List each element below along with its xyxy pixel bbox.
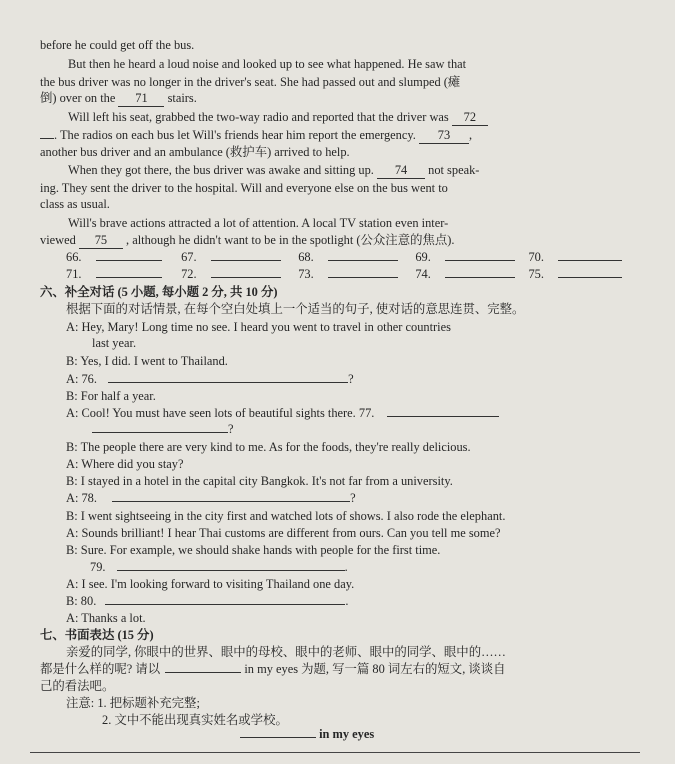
- text: 都是什么样的呢? 请以: [40, 662, 161, 676]
- note-line: 2. 文中不能出现真实姓名或学校。: [102, 713, 288, 727]
- answer-number: 68.: [298, 250, 314, 264]
- answer-blank[interactable]: [96, 260, 162, 261]
- blank-72-tail[interactable]: [40, 138, 54, 139]
- text: ,: [468, 128, 473, 142]
- dialogue-line: B: Yes, I did. I went to Thailand.: [66, 354, 228, 368]
- answer-blank-77-cont[interactable]: [92, 432, 228, 433]
- answer-number: 72.: [181, 267, 197, 281]
- writing-line[interactable]: [30, 752, 640, 753]
- answer-number: 75.: [528, 267, 544, 281]
- text: viewed: [40, 233, 76, 247]
- answer-blank[interactable]: [211, 277, 281, 278]
- text: 倒) over on the: [40, 91, 116, 105]
- title-blank[interactable]: [165, 672, 241, 673]
- prompt-line: 亲爱的同学, 你眼中的世界、眼中的母校、眼中的老师、眼中的同学、眼中的……: [66, 645, 506, 659]
- cloze-line: the bus driver was no longer in the driver's seat. She had passed out and slumped (瘫: [40, 75, 461, 89]
- text: A: 76.: [66, 372, 97, 386]
- blank-73[interactable]: 73: [419, 128, 469, 144]
- essay-title-text: in my eyes: [319, 727, 375, 741]
- answer-blank[interactable]: [328, 260, 398, 261]
- cloze-line: [40, 233, 455, 249]
- text: When they got there, the bus driver was awake and sitting up.: [68, 163, 374, 177]
- answer-blank[interactable]: [96, 277, 162, 278]
- dialogue-line: B: For half a year.: [66, 389, 156, 403]
- dialogue-line: B: I stayed in a hotel in the capital city Bangkok. It's not far from a university.: [66, 474, 453, 488]
- question-mark: ?: [350, 491, 356, 505]
- dialogue-line: A: Thanks a lot.: [66, 611, 146, 625]
- text: , although he didn't want to be in the spotlight (公众注意的焦点).: [126, 233, 455, 247]
- dialogue-line: A: I see. I'm looking forward to visiting Thailand one day.: [66, 577, 355, 591]
- blank-71[interactable]: 71: [118, 91, 164, 107]
- text: in my eyes 为题, 写一篇 80 词左右的短文, 谈谈自: [244, 662, 506, 676]
- answer-blank[interactable]: [211, 260, 281, 261]
- prompt-line: [40, 662, 506, 677]
- text: A: 78.: [66, 491, 97, 505]
- section-heading: 六、补全对话 (5 小题, 每小题 2 分, 共 10 分): [40, 285, 278, 299]
- cloze-line: [40, 128, 472, 144]
- essay-title: [240, 727, 374, 742]
- answer-row: [66, 250, 622, 265]
- cloze-line: [68, 163, 479, 179]
- period: .: [345, 594, 349, 608]
- dialogue-line: [66, 491, 356, 506]
- answer-blank[interactable]: [445, 277, 515, 278]
- question-mark: ?: [228, 422, 234, 436]
- dialogue-line: [66, 594, 349, 609]
- text: not speak-: [428, 163, 480, 177]
- section-heading: 七、书面表达 (15 分): [40, 628, 154, 642]
- dialogue-line: last year.: [92, 336, 137, 350]
- answer-row: [66, 267, 622, 282]
- cloze-line: ing. They sent the driver to the hospital. Will and everyone else on the bus went to: [40, 181, 448, 195]
- dialogue-line: A: Sounds brilliant! I hear Thai customs are different from ours. Can you tell me some?: [66, 526, 501, 540]
- answer-number: 74.: [415, 267, 431, 281]
- text: 79.: [90, 560, 106, 574]
- cloze-line: before he could get off the bus.: [40, 38, 195, 52]
- cloze-line: [40, 91, 197, 107]
- dialogue-line: B: The people there are very kind to me. As for the foods, they're really delicious.: [66, 440, 471, 454]
- essay-title-blank[interactable]: [240, 737, 316, 738]
- dialogue-line: [90, 560, 348, 575]
- text: Will left his seat, grabbed the two-way radio and reported that the driver was: [68, 110, 449, 124]
- dialogue-line: A: Hey, Mary! Long time no see. I heard you went to travel in other countries: [66, 320, 451, 334]
- text: A: Cool! You must have seen lots of beautiful sights there. 77.: [66, 406, 375, 420]
- answer-blank-77[interactable]: [387, 416, 499, 417]
- answer-blank-76[interactable]: [108, 382, 348, 383]
- note-line: 注意: 1. 把标题补充完整;: [66, 696, 200, 710]
- dialogue-line: [66, 406, 499, 421]
- answer-blank[interactable]: [558, 260, 622, 261]
- cloze-line: But then he heard a loud noise and looked up to see what happened. He saw that: [68, 57, 467, 71]
- answer-number: 71.: [66, 267, 82, 281]
- answer-blank[interactable]: [558, 277, 622, 278]
- blank-75[interactable]: 75: [79, 233, 123, 249]
- dialogue-line: A: Where did you stay?: [66, 457, 184, 471]
- instruction: 根据下面的对话情景, 在每个空白处填上一个适当的句子, 使对话的意思连贯、完整。: [66, 302, 525, 316]
- text: B: 80.: [66, 594, 97, 608]
- answer-blank[interactable]: [445, 260, 515, 261]
- answer-blank-79[interactable]: [117, 570, 345, 571]
- answer-number: 70.: [528, 250, 544, 264]
- answer-number: 66.: [66, 250, 82, 264]
- text: . The radios on each bus let Will's friends hear him report the emergency.: [54, 128, 416, 142]
- answer-blank-78[interactable]: [112, 501, 350, 502]
- answer-blank[interactable]: [328, 277, 398, 278]
- blank-72[interactable]: 72: [452, 110, 488, 126]
- period: .: [344, 560, 348, 574]
- cloze-line: class as usual.: [40, 197, 110, 211]
- answer-blank-80[interactable]: [105, 604, 345, 605]
- dialogue-line: B: Sure. For example, we should shake hands with people for the first time.: [66, 543, 441, 557]
- cloze-line: [68, 110, 488, 126]
- cloze-line: another bus driver and an ambulance (救护车) arrived to help.: [40, 145, 350, 159]
- answer-number: 67.: [181, 250, 197, 264]
- text: stairs.: [167, 91, 197, 105]
- prompt-line: 己的看法吧。: [40, 679, 115, 693]
- dialogue-line: B: I went sightseeing in the city first and watched lots of shows. I also rode the elephant.: [66, 509, 506, 523]
- question-mark: ?: [348, 372, 354, 386]
- dialogue-line: [66, 372, 354, 387]
- blank-74[interactable]: 74: [377, 163, 425, 179]
- dialogue-line: [92, 422, 234, 437]
- cloze-line: Will's brave actions attracted a lot of attention. A local TV station even inter-: [68, 216, 449, 230]
- answer-number: 69.: [415, 250, 431, 264]
- answer-number: 73.: [298, 267, 314, 281]
